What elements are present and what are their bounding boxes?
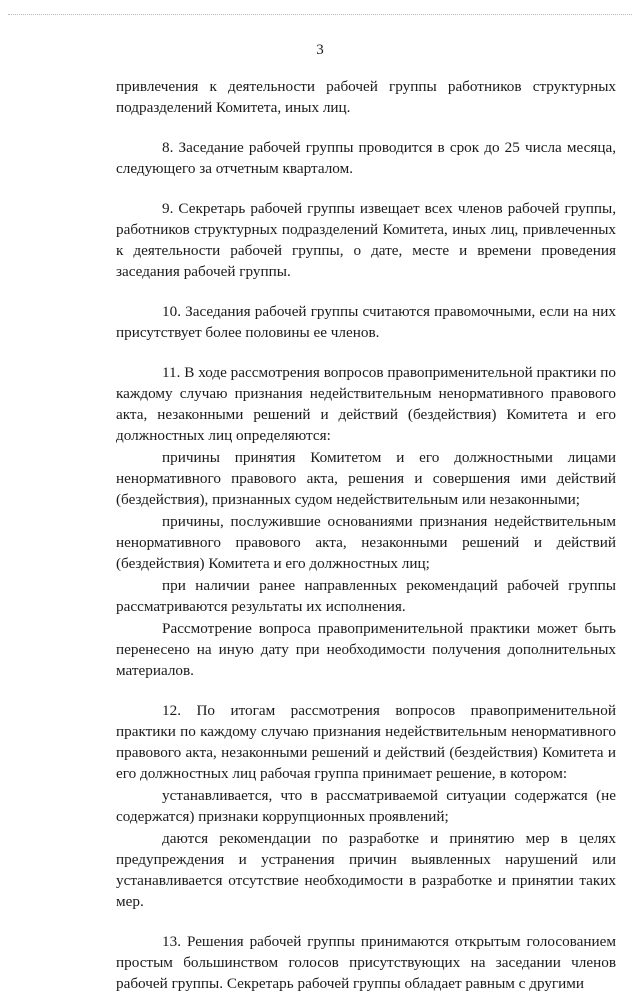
paragraph-11: 11. В ходе рассмотрения вопросов правоприменительной практики по каждому случаю признания недействительным ненормативного правового акта, незаконными решений и действий (бездействия) Комитета и его должностных лиц определяются:	[116, 364, 616, 444]
scan-header-artifact	[8, 14, 632, 17]
paragraph-10: 10. Заседания рабочей группы считаются правомочными, если на них присутствует более половины ее членов.	[116, 303, 616, 341]
document-body	[116, 76, 616, 994]
paragraph-12-item-1: устанавливается, что в рассматриваемой ситуации содержатся (не содержатся) признаки коррупционных проявлений;	[116, 787, 616, 825]
page-number: 3	[316, 42, 324, 58]
paragraph-13: 13. Решения рабочей группы принимаются открытым голосованием простым большинством голосов присутствующих на заседании членов рабочей группы. Секретарь рабочей группы обладает равным с другими	[116, 933, 616, 992]
paragraph-11-item-1: причины принятия Комитетом и его должностными лицами ненормативного правового акта, решения и совершения ими действий (бездействия), признанных судом недействительным или незаконными;	[116, 449, 616, 508]
paragraph-12: 12. По итогам рассмотрения вопросов правоприменительной практики по каждому случаю признания недействительным ненормативного правового акта, незаконными решений и действий (бездействия) Комитета и его должностных лиц рабочая группа принимает решение, в котором:	[116, 702, 616, 782]
paragraph-11-note: Рассмотрение вопроса правоприменительной практики может быть перенесено на иную дату при необходимости получения дополнительных материалов.	[116, 620, 616, 679]
paragraph-9: 9. Секретарь рабочей группы извещает всех членов рабочей группы, работников структурных подразделений Комитета, иных лиц, привлеченных к деятельности рабочей группы, о дате, месте и времени проведения заседания рабочей группы.	[116, 200, 616, 280]
paragraph-11-item-3: при наличии ранее направленных рекомендаций рабочей группы рассматриваются результаты их исполнения.	[116, 577, 616, 615]
paragraph-7-continuation: привлечения к деятельности рабочей группы работников структурных подразделений Комитета, иных лиц.	[116, 78, 616, 116]
paragraph-12-item-2: даются рекомендации по разработке и принятию мер в целях предупреждения и устранения причин выявленных нарушений или устанавливается отсутствие необходимости в разработке и принятии таких мер.	[116, 830, 616, 910]
paragraph-8: 8. Заседание рабочей группы проводится в срок до 25 числа месяца, следующего за отчетным кварталом.	[116, 139, 616, 177]
paragraph-11-item-2: причины, послужившие основаниями признания недействительным ненормативного правового акта, незаконными решений и действий (бездействия) Комитета и его должностных лиц;	[116, 513, 616, 572]
